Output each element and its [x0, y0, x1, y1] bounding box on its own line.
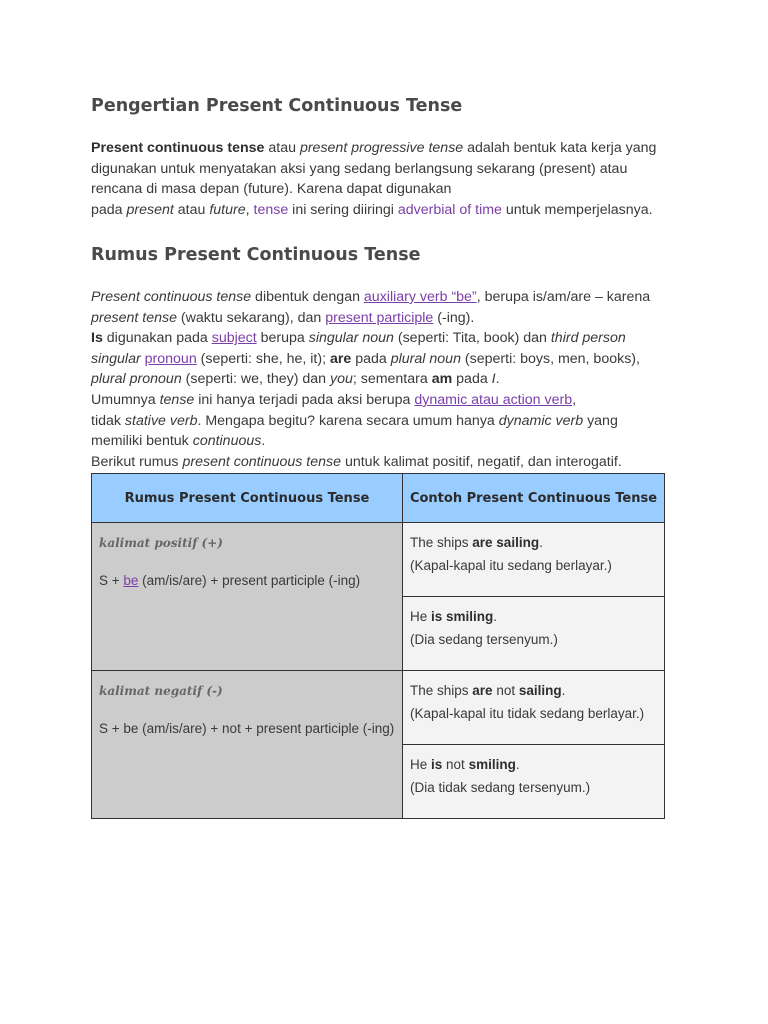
text: .	[561, 683, 566, 698]
text: (seperti: Tita, book) dan	[393, 330, 551, 347]
example-sentence	[410, 754, 657, 777]
term-italic: dynamic verb	[498, 412, 584, 429]
text: atau	[264, 140, 300, 156]
term-italic: future	[209, 201, 246, 218]
term-italic: I	[491, 371, 496, 388]
link-tense[interactable]: tense	[253, 201, 289, 218]
text: pada	[351, 350, 391, 367]
text: ,	[572, 391, 577, 408]
text: ; sementara	[352, 371, 432, 388]
text: ini sering diiringi	[288, 201, 398, 218]
term-bold: Present continuous tense	[91, 140, 265, 156]
verb-bold: is smiling	[431, 609, 494, 624]
text: not	[492, 683, 519, 698]
verb-bold: are	[472, 683, 493, 698]
link-pronoun[interactable]: pronoun	[144, 350, 197, 367]
text: pada	[452, 371, 492, 388]
text: .	[515, 757, 520, 772]
term-italic: plural noun	[390, 350, 461, 367]
text: (am/is/are) + present participle (-ing)	[138, 573, 361, 588]
term-italic: present tense	[91, 309, 177, 326]
term-italic: tense	[159, 391, 195, 408]
term-bold: are	[329, 350, 352, 367]
text: (seperti: we, they) dan	[181, 371, 330, 388]
link-dynamic-verb[interactable]: dynamic atau action verb	[414, 391, 573, 408]
formula-positive	[99, 571, 395, 591]
link-adverbial-of-time[interactable]: adverbial of time	[397, 201, 502, 218]
text: Umumnya	[91, 391, 160, 408]
text: adalah bentuk kata kerja yang digunakan untuk menyatakan aksi yang sedang berlangsung sekarang (present) atau rencana di masa depan (future). Karena dapat digunakan	[91, 140, 657, 198]
rule-cell-positive	[92, 523, 403, 671]
example-sentence	[410, 606, 657, 629]
link-present-participle[interactable]: present participle	[325, 309, 434, 326]
text: The ships	[410, 535, 473, 550]
heading-pengertian: Pengertian Present Continuous Tense	[91, 96, 463, 116]
text: (-ing).	[433, 309, 475, 326]
table-row	[92, 523, 665, 597]
term-italic: singular noun	[308, 330, 394, 347]
table-header-row	[92, 474, 665, 523]
example-cell	[403, 671, 665, 745]
verb-bold: are sailing	[472, 535, 540, 550]
verb-bold: smiling	[468, 757, 516, 772]
tense-table	[91, 473, 665, 819]
text: untuk kalimat positif, negatif, dan interogatif.	[341, 453, 622, 470]
text: ,	[245, 201, 254, 218]
term-italic: third person singular	[91, 330, 626, 367]
example-cell	[403, 745, 665, 819]
text: He	[410, 757, 432, 772]
text: ini hanya terjadi pada aksi berupa	[194, 391, 415, 408]
column-header-rumus: Rumus Present Continuous Tense	[92, 474, 403, 523]
link-be[interactable]: be	[123, 573, 139, 588]
text: .	[539, 535, 543, 550]
text: He	[410, 609, 432, 624]
example-cell	[403, 597, 665, 671]
term-italic: present progressive tense	[299, 140, 464, 156]
text: dibentuk dengan	[251, 289, 364, 305]
text: (seperti: boys, men, books),	[460, 350, 640, 367]
term-italic: continuous	[192, 433, 262, 450]
formula-negative: S + be (am/is/are) + not + present participle (-ing)	[99, 721, 395, 736]
column-header-contoh: Contoh Present Continuous Tense	[403, 474, 665, 523]
text: .	[493, 609, 498, 624]
rule-cell-negative	[92, 671, 403, 819]
text: digunakan pada	[102, 330, 212, 347]
paragraph-formula	[91, 287, 671, 472]
text: .	[261, 433, 266, 450]
text: berupa	[256, 330, 309, 347]
heading-rumus: Rumus Present Continuous Tense	[91, 245, 421, 265]
example-sentence	[410, 532, 657, 555]
text: (waktu sekarang), dan	[176, 309, 326, 326]
verb-bold: is	[431, 757, 443, 772]
term-italic: you	[329, 371, 353, 388]
table-row	[92, 671, 665, 745]
term-bold: Is	[91, 330, 103, 347]
example-sentence	[410, 680, 657, 703]
label-negative: kalimat negatif (-)	[99, 684, 223, 698]
term-italic: Present continuous tense	[91, 289, 252, 305]
paragraph-definition	[91, 138, 671, 220]
example-translation: (Dia sedang tersenyum.)	[410, 631, 558, 647]
text: The ships	[410, 683, 473, 698]
example-cell	[403, 523, 665, 597]
text: S +	[99, 573, 124, 588]
example-translation: (Kapal-kapal itu sedang berlayar.)	[410, 557, 612, 573]
text: atau	[173, 201, 210, 218]
link-subject[interactable]: subject	[211, 330, 257, 347]
text: pada	[91, 201, 127, 218]
link-auxiliary-verb[interactable]: auxiliary verb “be”	[363, 289, 477, 305]
text: not	[442, 757, 469, 772]
term-italic: present continuous tense	[182, 453, 342, 470]
text: Berikut rumus	[91, 453, 183, 470]
text: untuk memperjelasnya.	[501, 201, 653, 218]
term-italic: stative verb	[124, 412, 198, 429]
text: .	[495, 371, 500, 388]
example-translation: (Dia tidak sedang tersenyum.)	[410, 779, 591, 795]
term-italic: plural pronoun	[91, 371, 182, 388]
term-bold: am	[431, 371, 453, 388]
text: yang memiliki bentuk	[91, 412, 618, 450]
example-translation: (Kapal-kapal itu tidak sedang berlayar.)	[410, 705, 645, 721]
verb-bold: sailing	[518, 683, 562, 698]
text: (seperti: she, he, it);	[196, 350, 330, 367]
text: . Mengapa begitu? karena secara umum hanya	[197, 412, 499, 429]
label-positive: kalimat positif (+)	[99, 536, 223, 550]
term-italic: present	[126, 201, 174, 218]
text: tidak	[91, 412, 125, 429]
text: , berupa is/am/are – karena	[476, 289, 651, 305]
